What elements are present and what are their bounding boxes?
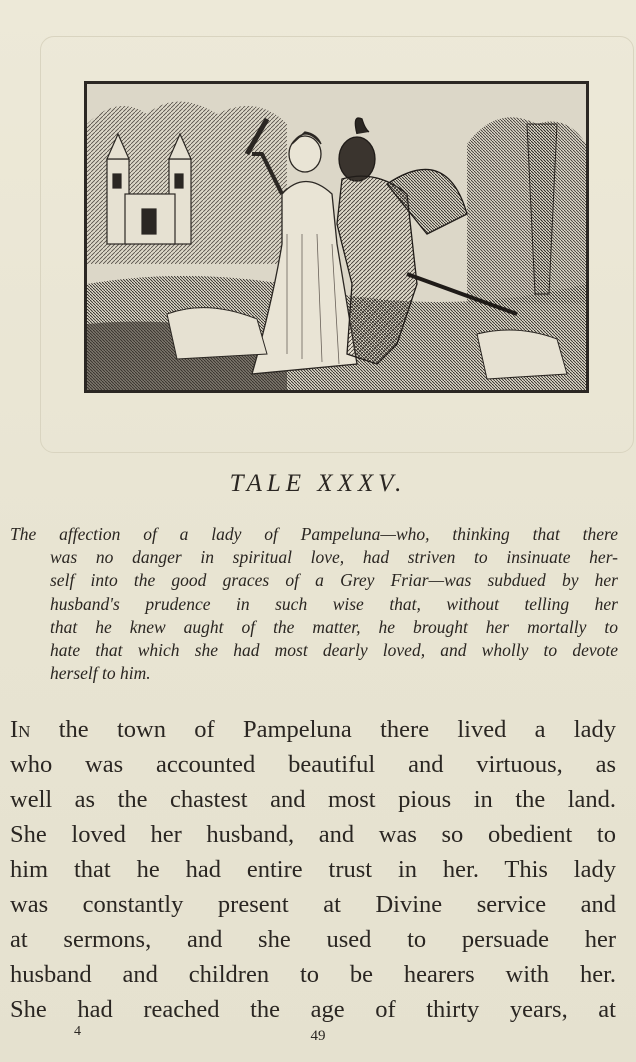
body-line: who was accounted beautiful and virtuous, as bbox=[10, 751, 616, 778]
drop-word: In bbox=[10, 716, 31, 743]
summary-line: herself to him. bbox=[50, 663, 151, 684]
body-line bbox=[10, 712, 616, 747]
body-line: She loved her husband, and was so obedient to bbox=[10, 821, 616, 848]
tale-title: TALE XXXV. bbox=[229, 470, 407, 497]
body-line: at sermons, and she used to persuade her bbox=[10, 926, 616, 953]
engraving-illustration bbox=[84, 81, 589, 393]
summary-line: was no danger in spiritual love, had striven to insinuate her- bbox=[50, 547, 618, 568]
signature-mark: 4 bbox=[74, 1024, 81, 1039]
summary-line: hate that which she had most dearly loved, and wholly to devote bbox=[50, 640, 618, 661]
summary-line: The affection of a lady of Pampeluna—who, thinking that there bbox=[10, 524, 618, 544]
summary-line: that he knew aught of the matter, he brought her mortally to bbox=[50, 616, 618, 637]
body-line: well as the chastest and most pious in the land. bbox=[10, 786, 616, 813]
engraving-woman-and-horned-figure-icon bbox=[87, 84, 586, 390]
body-line: husband and children to be hearers with her. bbox=[10, 961, 616, 988]
body-line: She had reached the age of thirty years, at bbox=[10, 996, 616, 1023]
body-line-rest: the town of Pampeluna there lived a lady bbox=[30, 716, 616, 743]
body-line: was constantly present at Divine service and bbox=[10, 891, 616, 918]
body-text bbox=[10, 712, 616, 1027]
body-line: him that he had entire trust in her. This lady bbox=[10, 856, 616, 883]
tale-summary bbox=[10, 523, 618, 685]
page-number: 49 bbox=[310, 1028, 326, 1044]
summary-line: husband's prudence in such wise that, without telling her bbox=[50, 593, 618, 614]
summary-line: self into the good graces of a Grey Friar—was subdued by her bbox=[50, 570, 618, 591]
